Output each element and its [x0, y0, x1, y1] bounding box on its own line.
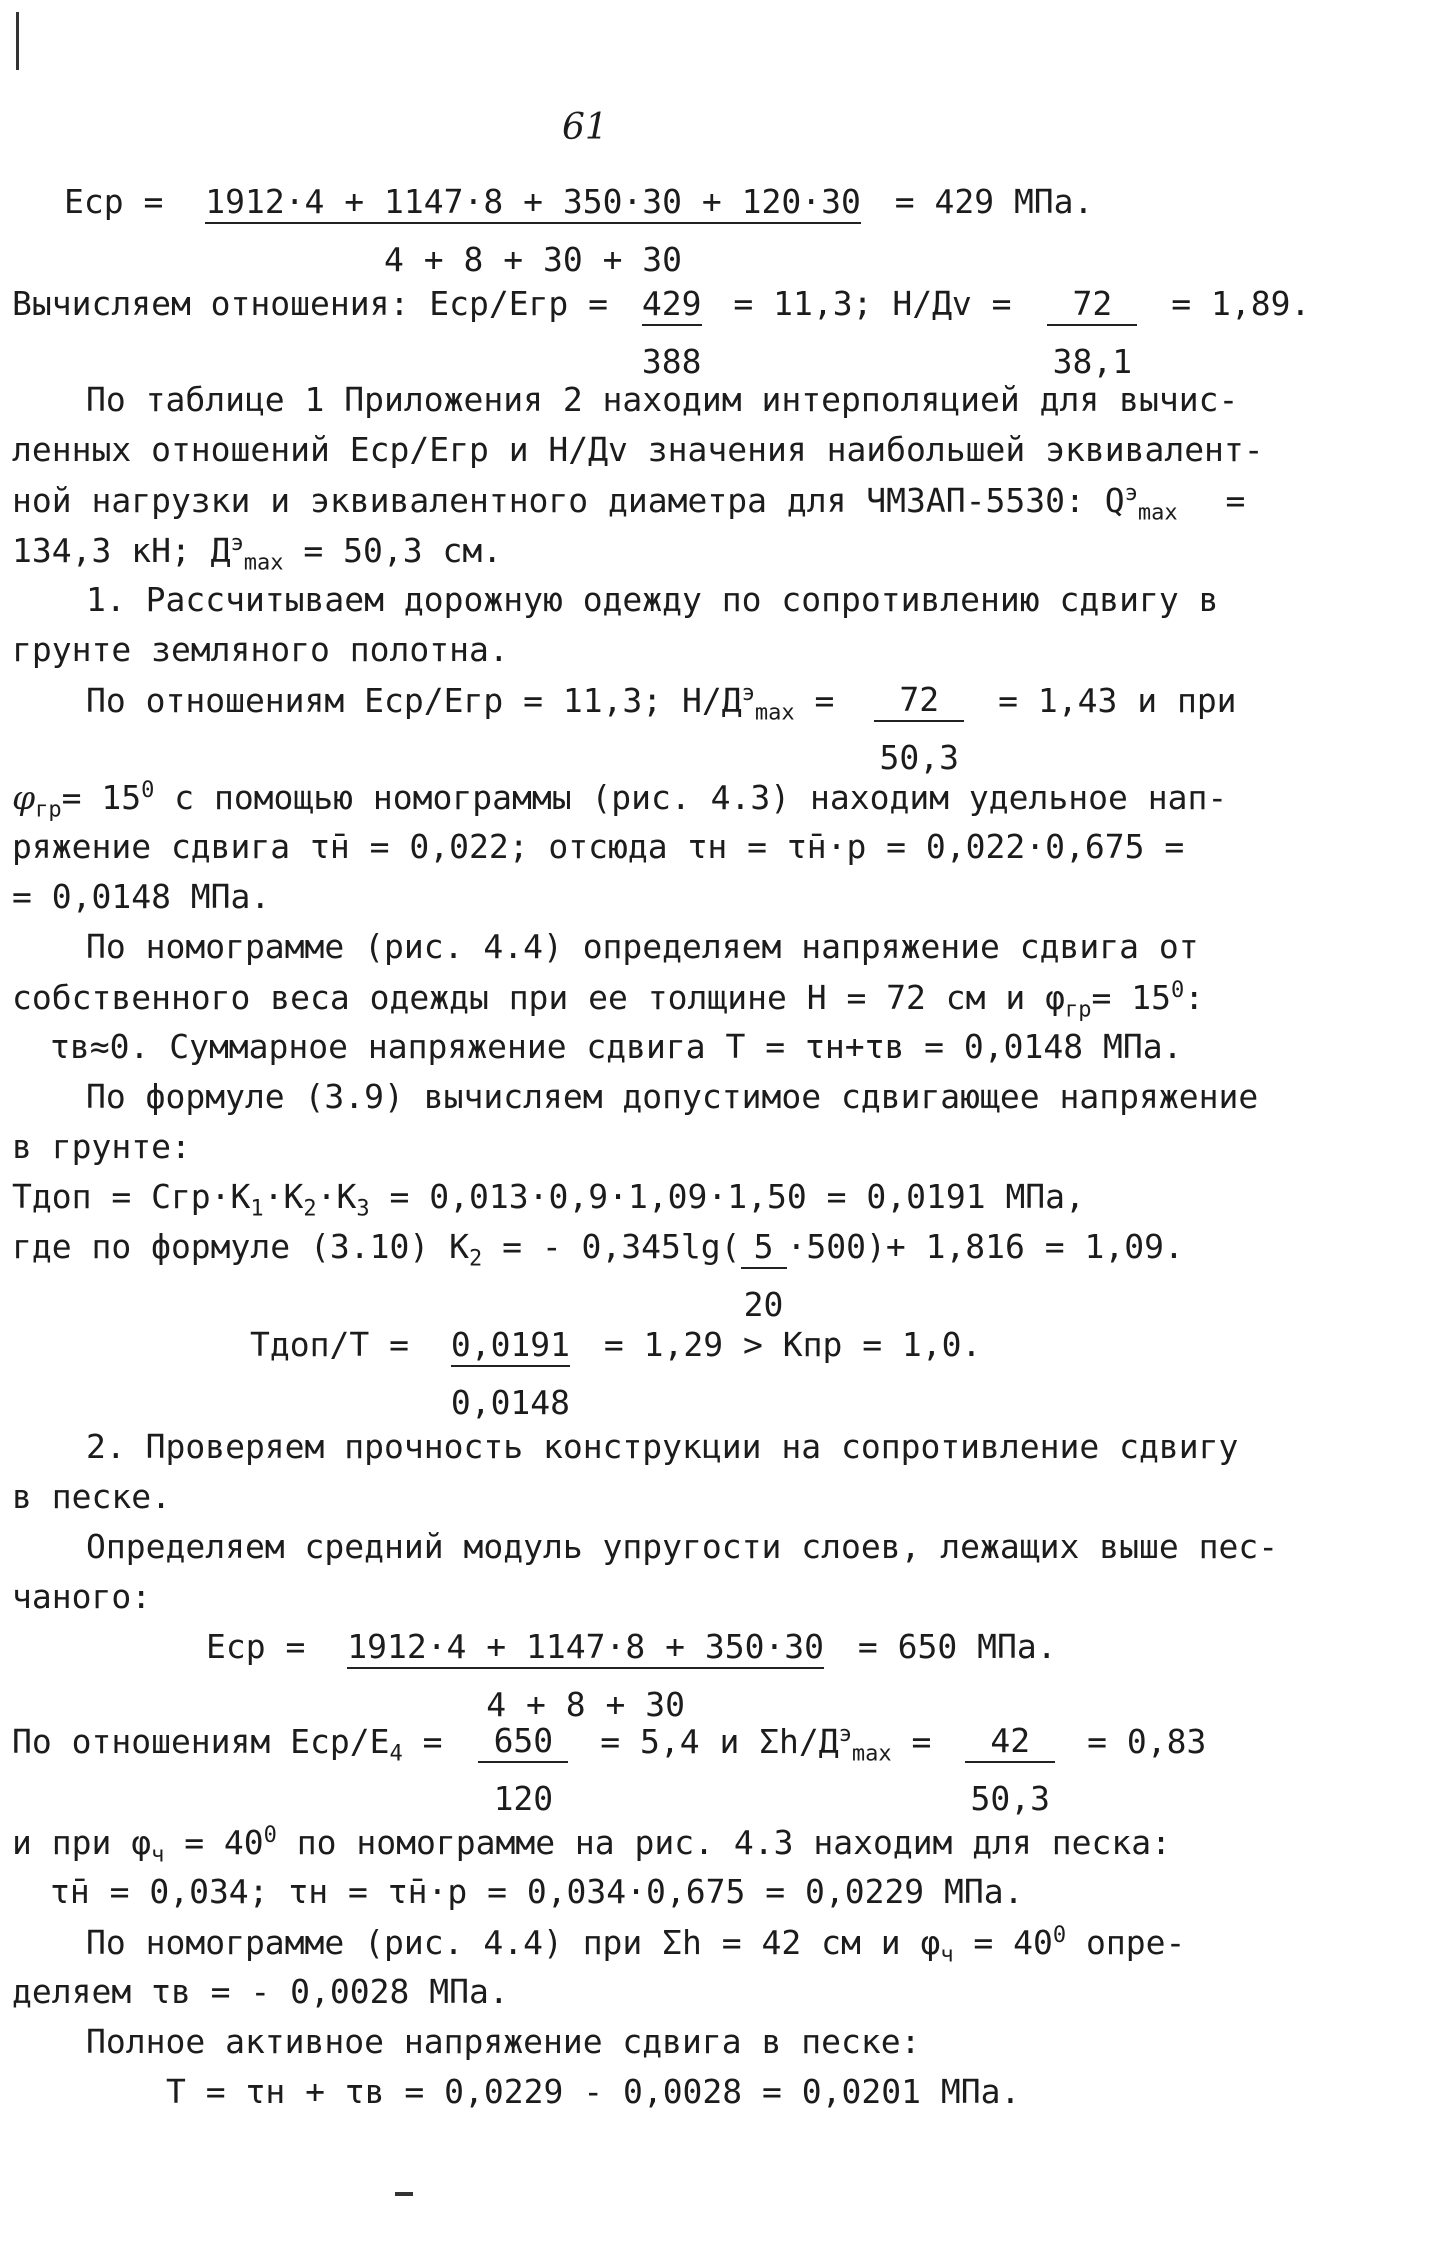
text-line: и при $\varphi_ч = 40^0$ по номограмме на рис. 4.3 находим для песка: — [12, 1823, 1171, 1868]
formula-t-allowable: Тдоп = $Сгр\cdot К_1\cdot К_2\cdot К_3 = 0,013\cdot 0,9\cdot 1,09\cdot 1,50 = 0,0191$ МПа, — [12, 1177, 1085, 1222]
ratio-line-3: По отношениям Еср/$Е_4$ = $\frac{650}{120}$ = 5,4 и $\Sigma h/Д^э_{max}$ = $\frac{42}{50,3}$ = 0,83 — [12, 1721, 1207, 1818]
bottom-mark — [395, 2192, 413, 2196]
ratio-check-1: Тдоп/Т = $\frac{0,0191}{0,0148}$ = 1,29 > Кпр = 1,0. — [250, 1325, 982, 1422]
formula-e-avg-1: Еср = $\frac{1912\cdot 4 + 1147\cdot 8 + 350\cdot 30 + 120\cdot 30}{4 + 8 + 30 + 30}$ = 429 МПа. — [64, 182, 1094, 279]
text-line: По формуле (3.9) вычисляем допустимое сдвигающее напряжение — [86, 1077, 1259, 1116]
text-line: По номограмме (рис. 4.4) определяем напряжение сдвига от — [86, 927, 1199, 966]
text-line: = 0,0148 МПа. — [12, 877, 271, 916]
text-line: собственного веса одежды при ее толщине Н = 72 см и $\varphi_{гр}= 15^0$: — [12, 978, 1205, 1023]
text-line: По таблице 1 Приложения 2 находим интерполяцией для вычис- — [86, 380, 1239, 419]
text-line: τ̄н = 0,034; τн = τ̄н·p = 0,034·0,675 = 0,0229 МПа. — [50, 1872, 1024, 1911]
text-line: τв≈0. Суммарное напряжение сдвига Т = τн+τв = 0,0148 МПа. — [50, 1027, 1183, 1066]
text-line: грунте земляного полотна. — [12, 630, 509, 669]
text-line: ряжение сдвига τ̄н = 0,022; отсюда τн = τ̄н·p = 0,022·0,675 = — [12, 827, 1185, 866]
text-line: Т = τн + τв = 0,0229 - 0,0028 = 0,0201 МПа. — [166, 2072, 1021, 2111]
formula-e-avg-2: Еср = $\frac{1912\cdot 4 + 1147\cdot 8 + 350\cdot 30}{4 + 8 + 30}$ = 650 МПа. — [206, 1627, 1057, 1724]
text-line: в грунте: — [12, 1127, 191, 1166]
text-line: чаного: — [12, 1577, 152, 1616]
text-line: По номограмме (рис. 4.4) при Σh = 42 см и $\varphi_ч = 40^0$ опре- — [86, 1923, 1186, 1968]
text-line: ленных отношений Еср/Егр и Н/Дv значения наибольшей эквивалент- — [12, 430, 1264, 469]
page-number: 61 — [562, 107, 608, 148]
margin-mark — [16, 12, 19, 70]
ratio-line-1: Вычисляем отношения: Еср/Егр = $\frac{429}{388}$ = 11,3; Н/Дv = $\frac{72}{38,1}$ = 1,89. — [12, 284, 1311, 381]
formula-k2: где по формуле (3.10) $К_2$ = - 0,345lg( $\frac{5}{20}$ ·500)+ 1,816 = 1,09. — [12, 1227, 1184, 1324]
text-line: 134,3 кН; $Д^э_{max} = 50,3$ см. — [12, 531, 503, 576]
text-line: деляем τв = - 0,0028 МПа. — [12, 1972, 509, 2011]
text-line: ной нагрузки и эквивалентного диаметра для ЧМЗАП-5530: $Q^э_{max}$ = — [12, 481, 1246, 526]
text-line: $\varphi_{гр}= 15^0$ с помощью номограммы (рис. 4.3) находим удельное нап- — [12, 778, 1228, 823]
ratio-line-2: По отношениям Еср/Егр = 11,3; $Н/Д^э_{max}$ = $\frac{72}{50,3}$ = 1,43 и при — [86, 680, 1237, 777]
text-line: Полное активное напряжение сдвига в песке: — [86, 2022, 921, 2061]
text-line: 2. Проверяем прочность конструкции на сопротивление сдвигу — [86, 1427, 1239, 1466]
text-line: 1. Рассчитываем дорожную одежду по сопротивлению сдвигу в — [86, 580, 1219, 619]
text-line: Определяем средний модуль упругости слоев, лежащих выше пес- — [86, 1527, 1279, 1566]
text-line: в песке. — [12, 1477, 171, 1516]
